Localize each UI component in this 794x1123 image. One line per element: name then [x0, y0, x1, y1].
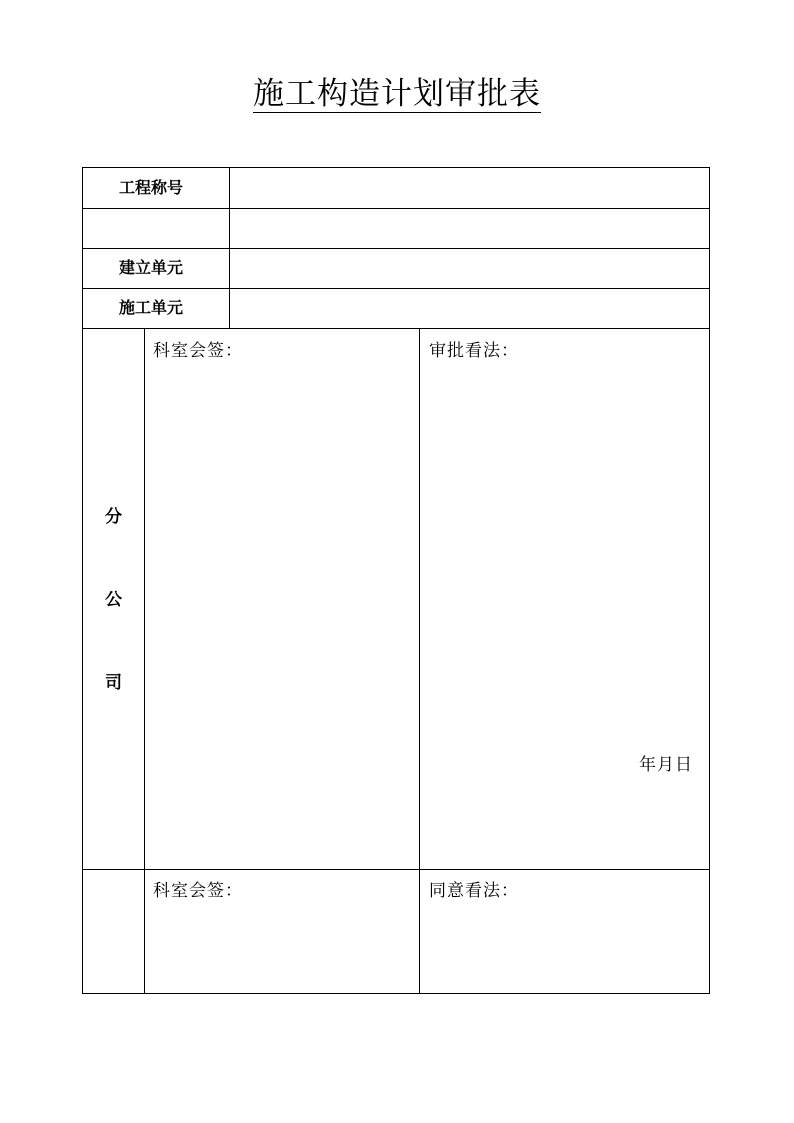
row-divider	[83, 328, 709, 329]
agree-opinion-label: 同意看法：	[429, 881, 519, 901]
row-divider	[83, 869, 709, 870]
branch-label-char: 司	[105, 673, 122, 693]
blank-row-field[interactable]	[230, 209, 709, 248]
project-name-label: 工程称号	[119, 178, 184, 197]
construction-unit-label: 建立单元	[119, 258, 184, 277]
column-divider	[419, 328, 420, 993]
approval-opinion-label: 审批看法：	[429, 341, 519, 361]
department-sign-label: 科室会签：	[153, 341, 243, 361]
date-label: 年月日	[639, 755, 693, 775]
project-name-field[interactable]	[230, 168, 709, 208]
page-title	[0, 74, 794, 114]
contractor-unit-label: 施工单元	[119, 298, 184, 317]
approval-form-table	[82, 167, 710, 994]
branch-label-char: 公	[105, 590, 122, 610]
construction-unit-field[interactable]	[230, 249, 709, 288]
contractor-unit-field[interactable]	[230, 289, 709, 328]
branch-label-char: 分	[105, 507, 122, 527]
column-divider	[144, 328, 145, 993]
bottom-department-sign-label: 科室会签：	[153, 881, 243, 901]
page-title-text: 施工构造计划审批表	[253, 76, 541, 112]
